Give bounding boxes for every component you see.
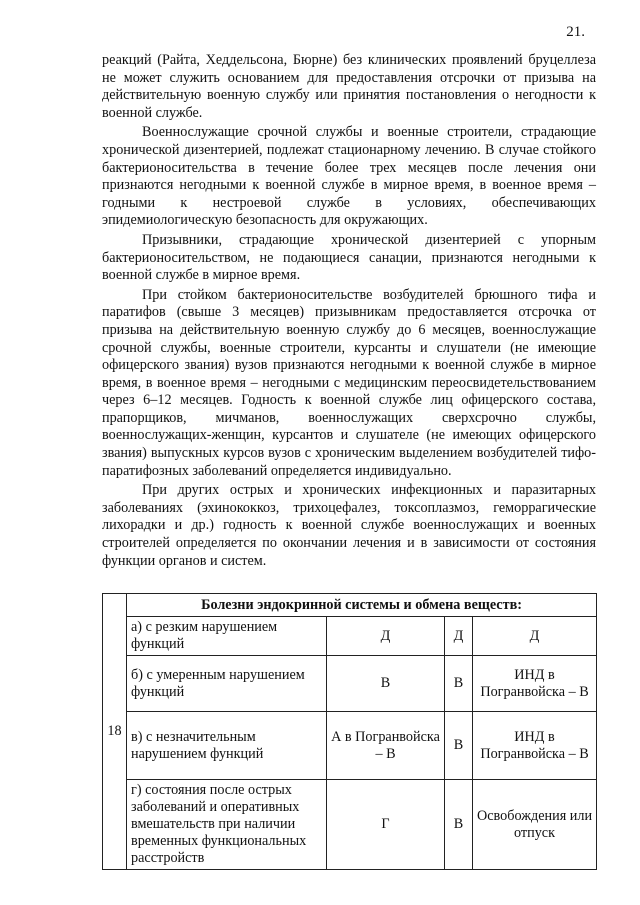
category-column-2: В [445,780,473,870]
category-column-2: В [445,712,473,780]
table-row [103,780,597,870]
table-row [103,712,597,780]
body-text [102,52,596,572]
category-column-3: ИНД в Погранвойска – В [473,712,597,780]
condition-description: а) с резким нарушением функций [127,617,327,656]
category-column-3: Освобождения или отпуск [473,780,597,870]
category-column-2: В [445,656,473,712]
paragraph: При стойком бактерионосительстве возбудителей брюшного тифа и паратифов (свыше 3 месяцев) призывникам предоставляется отсрочка от призыва на действительную военную службу до 6 месяцев, военнослужащие срочной службы, военные строители, курсанты и слушатели (не имеющие офицерского звания) вузов признаются негодными к военной службе в мирное время, в военное время – негодными с медицинским переосвидетельствованием через 6–12 месяцев. Годность к военной службе лиц офицерского состава, прапорщиков, мичманов, военнослужащих сверхсрочно службы, военнослужащих-женщин, курсантов и слушателе (не имеющих офицерского звания) выпускных курсов вузов с хроническим выделением возбудителей тифо-паратифозных заболеваний определяется индивидуально. [102,286,596,479]
table-row [103,656,597,712]
disease-category-table [102,593,597,870]
paragraph: При других острых и хронических инфекционных и паразитарных заболеваниях (эхинококкоз, трихоцефалез, токсоплазмоз, геморрагические лихорадки и др.) годность к военной службе военнослужащих и военных строителей определяется по окончании лечения и в зависимости от состояния функции органов и систем. [102,482,596,569]
page-number: 21. [566,24,585,40]
paragraph: реакций (Райта, Хеддельсона, Бюрне) без клинических проявлений бруцеллеза не может служить основанием для предоставления отсрочки от призыва на действительную военную службу или принятия постановления о негодности к военной службе. [102,52,596,121]
category-column-3: ИНД в Погранвойска – В [473,656,597,712]
category-column-1: А в Погранвойска – В [327,712,445,780]
category-column-1: В [327,656,445,712]
paragraph: Военнослужащие срочной службы и военные строители, страдающие хронической дизентерией, подлежат стационарному лечению. В случае стойкого бактерионосительства в течение более трех месяцев после лечения они признаются негодными к военной службе в мирное время, в военное время – годными к нестроевой службе в условиях, обеспечивающих эпидемиологическую безопасность для окружающих. [102,124,596,229]
table-row [103,617,597,656]
paragraph: Призывники, страдающие хронической дизентерией с упорным бактерионосительством, не подающиеся санации, признаются негодными к военной службе в мирное время. [102,231,596,284]
table-heading: Болезни эндокринной системы и обмена веществ: [127,594,597,617]
condition-description: г) состояния после острых заболеваний и оперативных вмешательств при наличии временных функциональных расстройств [127,780,327,870]
article-number: 18 [103,594,127,870]
category-column-1: Д [327,617,445,656]
condition-description: б) с умеренным нарушением функций [127,656,327,712]
category-column-2: Д [445,617,473,656]
condition-description: в) с незначительным нарушением функций [127,712,327,780]
category-column-1: Г [327,780,445,870]
category-column-3: Д [473,617,597,656]
table-row [103,594,597,617]
